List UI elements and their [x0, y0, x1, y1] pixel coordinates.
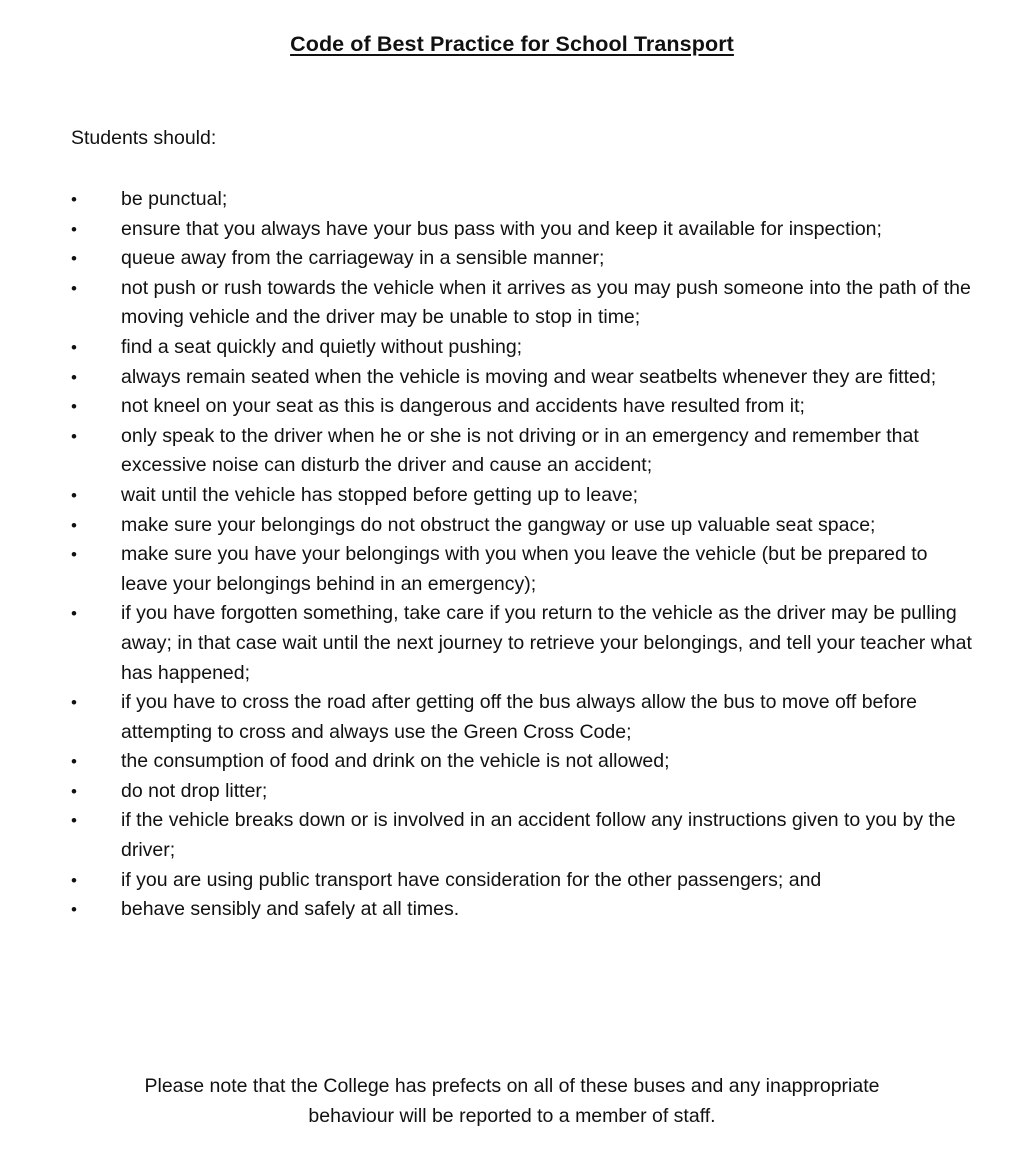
intro-text: Students should: — [71, 127, 217, 149]
rule-item — [71, 392, 976, 422]
rule-item — [71, 185, 976, 215]
rule-text: not push or rush towards the vehicle when it arrives as you may push someone into the path of the moving vehicle and the driver may be unable to stop in time; — [121, 276, 971, 329]
rule-item — [71, 422, 976, 481]
closing-note — [0, 1072, 1024, 1131]
bullet-icon: • — [71, 693, 77, 713]
rule-item — [71, 215, 976, 245]
bullet-icon: • — [71, 752, 77, 772]
rule-item — [71, 599, 976, 688]
rule-text: do not drop litter; — [121, 779, 268, 802]
rule-item — [71, 511, 976, 541]
rule-text: if you have to cross the road after getting off the bus always allow the bus to move off before attempting to cross and always use the Green Cross Code; — [121, 691, 917, 743]
rule-text: only speak to the driver when he or she is not driving or in an emergency and remember that excessive noise can disturb the driver and cause an accident; — [121, 424, 919, 477]
rule-item — [71, 747, 976, 777]
rule-item — [71, 274, 976, 333]
bullet-icon: • — [71, 811, 77, 831]
rule-item — [71, 866, 976, 896]
rule-item — [71, 481, 976, 511]
rule-item — [71, 688, 976, 747]
rule-text: behave sensibly and safely at all times. — [121, 898, 460, 921]
rule-text: if you are using public transport have consideration for the other passengers; and — [121, 868, 822, 891]
bullet-icon: • — [71, 870, 77, 890]
rule-text: make sure you have your belongings with you when you leave the vehicle (but be prepared to leave your belongings behind in an emergency); — [121, 543, 928, 595]
rule-text: wait until the vehicle has stopped before getting up to leave; — [121, 483, 639, 506]
bullet-icon: • — [71, 367, 77, 387]
bullet-icon: • — [71, 249, 77, 269]
bullet-icon: • — [71, 485, 77, 505]
rule-item — [71, 333, 976, 363]
bullet-icon: • — [71, 426, 77, 446]
rule-item — [71, 363, 976, 393]
bullet-icon: • — [71, 190, 77, 209]
rule-text: be punctual; — [121, 188, 228, 210]
rule-text: always remain seated when the vehicle is moving and wear seatbelts whenever they are fitted; — [121, 365, 937, 388]
bullet-icon: • — [71, 397, 77, 417]
rule-text: queue away from the carriageway in a sensible manner; — [121, 247, 605, 270]
rule-text: make sure your belongings do not obstruct the gangway or use up valuable seat space; — [121, 513, 876, 536]
bullet-icon: • — [71, 781, 77, 801]
rule-item — [71, 777, 976, 807]
rule-item — [71, 244, 976, 274]
rule-text: ensure that you always have your bus pass with you and keep it available for inspection; — [121, 217, 882, 240]
bullet-icon: • — [71, 278, 77, 298]
bullet-icon: • — [71, 900, 77, 920]
bullet-icon: • — [71, 219, 77, 239]
closing-note-line-2: behaviour will be reported to a member of staff. — [308, 1104, 716, 1127]
rules-list — [71, 185, 976, 925]
closing-note-line-1: Please note that the College has prefects on all of these buses and any inappropriate — [144, 1075, 880, 1097]
bullet-icon: • — [71, 337, 77, 357]
rule-text: not kneel on your seat as this is dangerous and accidents have resulted from it; — [121, 395, 805, 418]
bullet-icon: • — [71, 515, 77, 535]
rule-item — [71, 806, 976, 865]
document-title: Code of Best Practice for School Transport — [290, 32, 734, 56]
rule-text: if the vehicle breaks down or is involved in an accident follow any instructions given to you by the driver; — [121, 809, 956, 862]
rule-item — [71, 895, 976, 925]
bullet-icon: • — [71, 604, 77, 624]
rule-text: if you have forgotten something, take care if you return to the vehicle as the driver may be pulling away; in that case wait until the next journey to retrieve your belongings, and tell your teacher what has happened; — [121, 602, 972, 684]
rule-text: find a seat quickly and quietly without pushing; — [121, 335, 523, 358]
bullet-icon: • — [71, 545, 77, 565]
rule-text: the consumption of food and drink on the vehicle is not allowed; — [121, 750, 670, 773]
rule-item — [71, 540, 976, 599]
